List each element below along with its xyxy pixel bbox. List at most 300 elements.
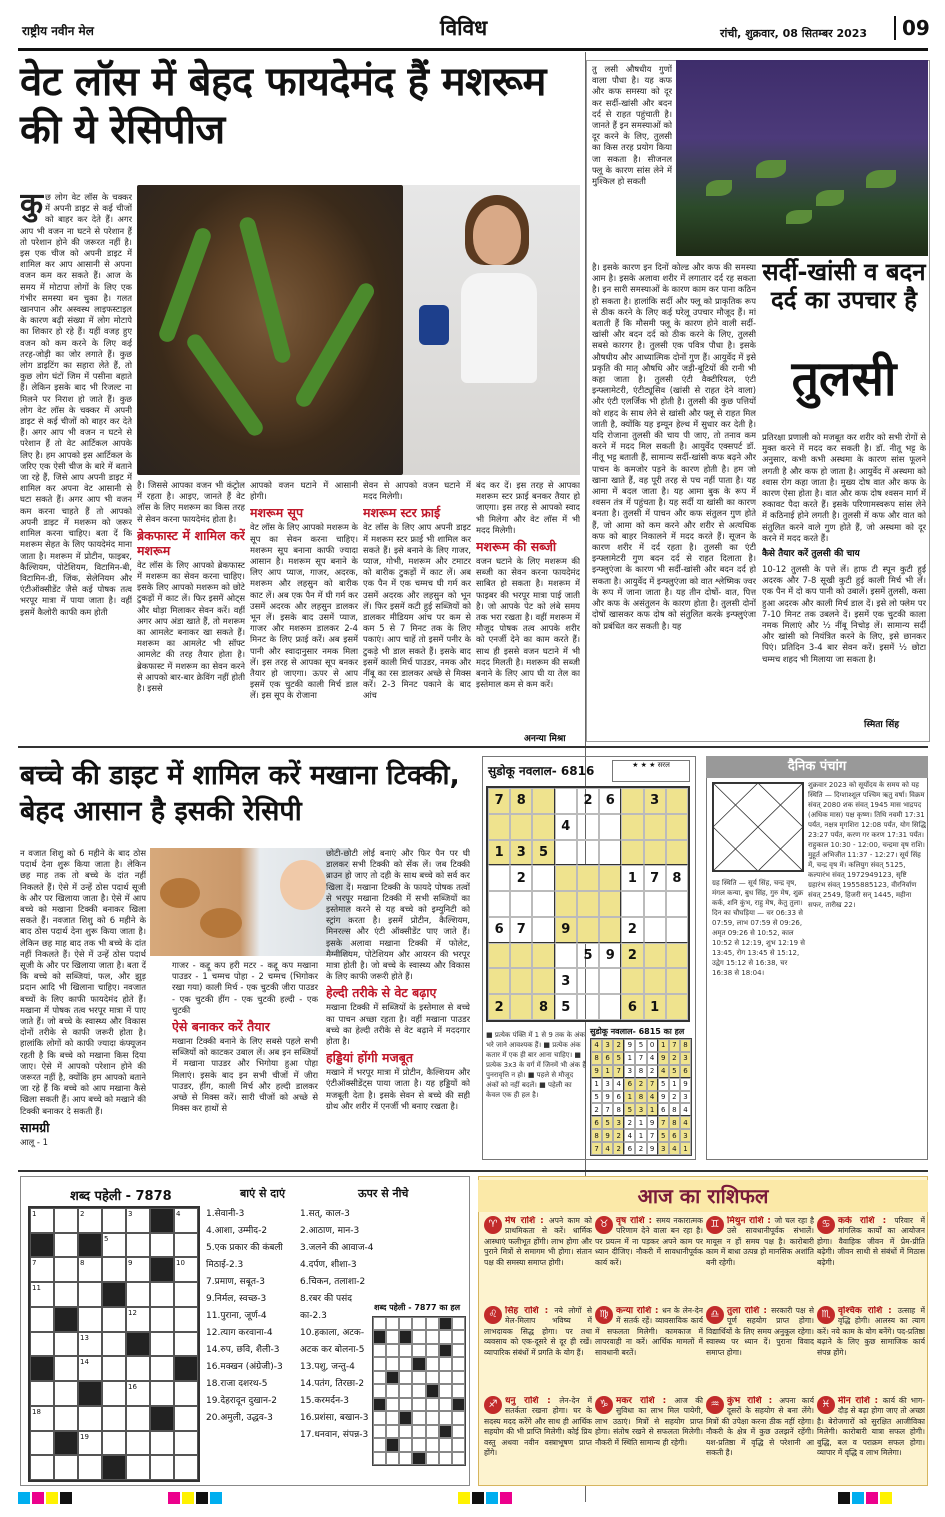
crossword-cell bbox=[102, 1356, 126, 1381]
zodiac-icon: ♑ bbox=[595, 1396, 613, 1414]
crossword-clue: 18.राजा दशरथ-5 bbox=[206, 1379, 268, 1389]
sudoku-cell: 9 bbox=[658, 1052, 669, 1065]
crossword-cell bbox=[399, 1411, 412, 1424]
crossword-cell bbox=[439, 1398, 452, 1411]
color-swatch bbox=[32, 1492, 44, 1504]
sudoku-cell: 0 bbox=[647, 1039, 658, 1052]
crossword-cell bbox=[412, 1317, 425, 1330]
sudoku-cell: 1 bbox=[624, 1091, 635, 1104]
color-swatch bbox=[196, 1492, 208, 1504]
sudoku-cell: 1 bbox=[621, 865, 643, 891]
zodiac-icon: ♍ bbox=[595, 1306, 613, 1324]
rashi-text: लेन-देन में सतर्कता रखना होगा। घर के सदस्य मदद करेंगे और साथ ही आर्थिक सहयोग की भी प्राप्ति मिलेगी। कोई प्रिय वस्तु अथवा नवीन वस्त्राभूषण प्राप्त होंगे। bbox=[484, 1396, 592, 1458]
crossword-cell bbox=[54, 1455, 78, 1480]
crossword-cell bbox=[126, 1282, 150, 1307]
sudoku-cell: 3 bbox=[644, 788, 666, 814]
sudoku-cell: 8 bbox=[635, 1091, 646, 1104]
mushroom-col-1: कुछ लोग वेट लॉस के चक्कर में अपनी डाइट से कई चीजों को बाहर कर देते हैं। अगर आप भी वजन ना घटने से परेशान हैं तो परेशान होने की जरूरत नहीं है। इस एक चीज को अपनी डाइट में शामिल कर आप आसानी से अपना वजन कम कर सकते हैं। आज के समय में मोटापा लोगों के लिए एक गंभीर समस्या बन चुका है। गलत खानपान और अस्वस्थ लाइफस्टाइल के कारण बढ़ी संख्या में लोग मोटापे का शिकार हो रहे हैं। यहीं वजह हुए वजन को कम करने के लिए कई तरह-जोड़ी का जोर लगाते हैं। कुछ लोग डाइटिंग का सहारा लेते हैं, तो कुछ लोग घंटों जिम में पसीना बहाते हैं। लेकिन इसके बाद भी रिजल्ट ना मिलने पर निराश हो जाते हैं। कुछ लोग वेट लॉस के चक्कर में अपनी डाइट से कई चीजों को बाहर कर देते हैं। अगर आप भी वजन न घटने से परेशान हैं तो वेट आर्टिकल आपके लिए है। हम आपको इस आर्टिकल के जरिए एक ऐसी चीज के बारे में बताने जा रहे हैं, जिसे आप अपनी डाइट में शामिल कर अपना वेट आसानी से घटा सकते हैं। अगर आप भी वजन कम करना चाहते हैं तो आपको अपनी डाइट में मशरूम को जरूर शामिल करना चाहिए। बता दें कि मशरूम सेहत के लिए फायदेमंद माना जाता है। मशरूम में प्रोटीन, फाइबर, कैल्शियम, पोटेशियम, विटामिन-बी, विटामिन-डी, जिंक, सेलेनियम और एंटीऑक्सीडेंट जैसे कई पोषक तत्व भरपूर मात्रा में पाया जाता है। वहीं इसमें कैलोरी काफी कम होती bbox=[20, 192, 132, 617]
crossword-cell bbox=[373, 1344, 386, 1357]
sudoku-cell: 7 bbox=[510, 917, 532, 943]
crossword-clue: 14.रुप, छवि, शैली-3 bbox=[206, 1345, 280, 1355]
sudoku-cell: 3 bbox=[635, 1103, 646, 1116]
crossword-cell bbox=[399, 1452, 412, 1465]
sudoku-cell bbox=[621, 840, 643, 866]
crossword-cell bbox=[386, 1425, 399, 1438]
rashi-name: मकर राशि : bbox=[616, 1396, 675, 1406]
sudoku-cell bbox=[532, 943, 554, 969]
rashi-name: सिंह राशि : bbox=[505, 1306, 555, 1316]
crossword-cell bbox=[102, 1406, 126, 1431]
crossword-cell bbox=[412, 1411, 425, 1424]
subhead-stir-fry: मशरूम स्टर फ्राई bbox=[363, 505, 441, 521]
crossword-cell bbox=[78, 1307, 102, 1332]
sudoku-cell bbox=[577, 994, 599, 1020]
sudoku-cell bbox=[599, 865, 621, 891]
crossword-cell bbox=[150, 1356, 174, 1381]
crossword-cell bbox=[452, 1357, 465, 1370]
sudoku-cell: 8 bbox=[635, 1065, 646, 1078]
makhana-col-2: गाजर - कद्दू कप हरी मटर - कद्दू कप मखाना पाउडर - 1 चम्मच पोहा - 2 चम्मच (भिगोकर रखा गया) काली मिर्च - एक चुटकी जीरा पाउडर - एक चुटकी हींग - एक चुटकी हल्दी - एक चुटकी ऐसे बनाकर करें तैयार मखाना टिक्की बनाने के लिए सबसे पहले सभी सब्जियों को काटकर उबाल लें। अब इन सब्जियों में मखाना पाउडर और भिगोया हुआ पोहा मिलाएं। इसके बाद इन सभी चीजों में जीरा पाउडर, हींग, काली मिर्च और हल्दी डालकर अच्छे से मिक्स करें। सारी चीजों को अच्छे से मिक्स कर हाथों से bbox=[172, 960, 318, 1114]
rashifal-title: आज का राशिफल bbox=[478, 1180, 928, 1212]
crossword-cell bbox=[426, 1317, 439, 1330]
crossword-cell bbox=[174, 1233, 198, 1258]
across-heading: बाएं से दाएं bbox=[240, 1187, 286, 1200]
sudoku-cell: 4 bbox=[591, 1039, 602, 1052]
rashi-text: अपना कार्य दूसरों के सहयोग से बना लेंगे। मित्रों की उपेक्षा करना ठीक नहीं रहेगा। नौकरी के क्षेत्र में कुछ उलझनें रहेंगी। यश-प्रतिष्ठा में वृद्धि से परेशानी आ सकती है। bbox=[706, 1396, 814, 1458]
rashi-text: सरकारी पक्ष से पूर्ण सहयोग प्राप्त होगा। विद्यार्थियों के लिए समय अनुकूल रहेगा। स्वास्थ्य पर ध्यान दें। पुराना विवाद समाप्त होगा। bbox=[706, 1306, 814, 1357]
crossword-cell bbox=[150, 1455, 174, 1480]
sudoku-cell: 4 bbox=[602, 1142, 613, 1155]
crossword-cell bbox=[174, 1282, 198, 1307]
sudoku-cell bbox=[555, 943, 577, 969]
sudoku-grid bbox=[486, 786, 690, 1022]
sudoku-cell: 3 bbox=[555, 968, 577, 994]
color-swatch bbox=[168, 1492, 180, 1504]
zodiac-icon: ♉ bbox=[595, 1216, 613, 1234]
sudoku-cell: 4 bbox=[680, 1103, 691, 1116]
sudoku-cell: 9 bbox=[647, 1116, 658, 1129]
sudoku-cell bbox=[599, 891, 621, 917]
sudoku-cell: 2 bbox=[613, 1142, 624, 1155]
zodiac-icon: ♈ bbox=[484, 1216, 502, 1234]
sudoku-cell: 3 bbox=[658, 1142, 669, 1155]
sudoku-cell: 6 bbox=[669, 1129, 680, 1142]
rashi-name: तुला राशि : bbox=[727, 1306, 772, 1316]
rashi-name: मेष राशि : bbox=[505, 1216, 549, 1226]
sudoku-cell bbox=[599, 994, 621, 1020]
crossword-clue: 10.हकाला, अटक-अटक कर बोलना-5 bbox=[300, 1328, 365, 1355]
crossword-cell bbox=[54, 1356, 78, 1381]
crossword-cell bbox=[174, 1381, 198, 1406]
page-number: 09 bbox=[894, 16, 930, 40]
crossword-cell bbox=[439, 1425, 452, 1438]
crossword-cell bbox=[174, 1406, 198, 1431]
crossword-clue: 20.अमुली, उद्धव-3 bbox=[206, 1413, 273, 1423]
sudoku-cell bbox=[577, 917, 599, 943]
sudoku-cell bbox=[510, 891, 532, 917]
crossword-cell bbox=[439, 1438, 452, 1451]
subhead-soup: मशरूम सूप bbox=[250, 505, 304, 521]
sudoku-cell: 1 bbox=[658, 1039, 669, 1052]
rashi-name: मिथुन राशि : bbox=[727, 1216, 775, 1226]
zodiac-icon: ♋ bbox=[817, 1216, 835, 1234]
sudoku-cell: 9 bbox=[599, 943, 621, 969]
sudoku-cell: 2 bbox=[577, 788, 599, 814]
crossword-cell bbox=[78, 1455, 102, 1480]
crossword-cell bbox=[150, 1257, 174, 1282]
sudoku-cell: 4 bbox=[680, 1116, 691, 1129]
crossword-cell bbox=[412, 1425, 425, 1438]
crossword-cell bbox=[439, 1357, 452, 1370]
mushroom-byline: अनन्या मिश्रा bbox=[520, 731, 566, 744]
rashi-item bbox=[595, 1216, 703, 1302]
color-swatch bbox=[500, 1492, 512, 1504]
sudoku-cell bbox=[666, 917, 688, 943]
crossword-cell bbox=[412, 1452, 425, 1465]
rashi-item bbox=[484, 1306, 592, 1392]
sudoku-cell: 5 bbox=[669, 1065, 680, 1078]
sudoku-cell bbox=[666, 943, 688, 969]
sudoku-cell bbox=[532, 814, 554, 840]
sudoku-cell bbox=[599, 968, 621, 994]
rashi-item bbox=[484, 1396, 592, 1482]
rashi-item bbox=[484, 1216, 592, 1302]
mushroom-col-3: आपको वजन घटाने में आसानी होगी। मशरूम सूप वेट लॉस के लिए आपको मशरूम के सूप का सेवन करना चाहिए। मशरूम सूप बनाना काफी ज्यादा आसान है। मशरूम सूप बनाने के लिए आप प्याज, गाजर, अदरक, मशरूम और लहसुन को बारीक काट लें। अब एक पैन में घी गर्म कर उसमें अदरक और लहसुन डालकर भून लें। इसके बाद उसमें प्याज, गाजर और मशरूम डालकर 2-4 मिनट के लिए फ्राई करें। अब इसमें पानी और स्वादानुसार नमक मिला लें। इस तरह से आपका सूप बनकर तैयार हो जाएगा। ऊपर से आप इसमें एक चुटकी काली मिर्च डाल लें। इस सूप के रोजाना bbox=[250, 480, 358, 701]
sudoku-cell: 1 bbox=[635, 1116, 646, 1129]
sudoku-cell bbox=[666, 968, 688, 994]
sudoku-cell: 9 bbox=[602, 1091, 613, 1104]
sudoku-cell: 6 bbox=[602, 1052, 613, 1065]
sudoku-cell bbox=[621, 891, 643, 917]
color-swatch bbox=[472, 1492, 484, 1504]
sudoku-cell: 6 bbox=[599, 788, 621, 814]
sudoku-cell: 2 bbox=[669, 1091, 680, 1104]
crossword-cell bbox=[150, 1282, 174, 1307]
rashi-item bbox=[706, 1216, 814, 1302]
crossword-cell bbox=[174, 1431, 198, 1456]
crossword-cell bbox=[399, 1344, 412, 1357]
color-swatch bbox=[866, 1492, 878, 1504]
crossword-clue: 3.जलने की आवाज-4 bbox=[300, 1243, 374, 1253]
crossword-clue: 16.प्रशंसा, बखान-3 bbox=[300, 1413, 369, 1423]
panchang-table: ग्रह स्थिति — सूर्य सिंह, चन्द्र वृष, मंगल कन्या, बुध सिंह, गुरु मेष, शुक्र कर्क, शनि कुंभ, राहु मेष, केतु तुला। दिन का चौघड़िया — चर 06:33 से 07:59, लाभ 07:59 से 09:26, अमृत 09:26 से 10:52, काल 10:52 से 12:19, शुभ 12:19 से 13:45, रोग 13:45 से 15:12, उद्वेग 15:12 से 16:38, चर 16:38 से 18:04। bbox=[712, 879, 806, 977]
color-swatch bbox=[880, 1492, 892, 1504]
crossword-cell bbox=[54, 1307, 78, 1332]
sudoku-cell: 2 bbox=[624, 1116, 635, 1129]
crossword-cell bbox=[439, 1317, 452, 1330]
crossword-cell bbox=[426, 1452, 439, 1465]
crossword-cell bbox=[386, 1357, 399, 1370]
subhead-method: ऐसे बनाकर करें तैयार bbox=[172, 1019, 270, 1035]
sudoku-cell: 7 bbox=[647, 1078, 658, 1091]
crossword-cell bbox=[412, 1398, 425, 1411]
crossword-clue: 17.धनवान, संपन्न-3 bbox=[300, 1430, 369, 1440]
tulsi-title: सर्दी-खांसी व बदन दर्द का उपचार है bbox=[762, 258, 926, 314]
crossword-cell: 16 bbox=[126, 1381, 150, 1406]
sudoku-cell bbox=[577, 968, 599, 994]
tulsi-byline: स्मिता सिंह bbox=[860, 717, 899, 730]
sudoku-cell bbox=[510, 943, 532, 969]
sudoku-legend: ★ ★ ★ सरल bbox=[612, 760, 690, 782]
rashi-item bbox=[595, 1396, 703, 1482]
sudoku-cell: 1 bbox=[602, 1065, 613, 1078]
sudoku-cell bbox=[577, 840, 599, 866]
crossword-cell bbox=[386, 1330, 399, 1343]
sudoku-cell bbox=[666, 814, 688, 840]
crossword-cell: 18 bbox=[30, 1406, 54, 1431]
crossword-cell: 10 bbox=[174, 1257, 198, 1282]
sudoku-cell: 8 bbox=[591, 1052, 602, 1065]
crossword-cell bbox=[412, 1330, 425, 1343]
tulsi-title-big: तुलसी bbox=[791, 351, 897, 407]
sudoku-cell bbox=[555, 865, 577, 891]
sudoku-cell: 2 bbox=[669, 1052, 680, 1065]
rashi-text: आज की सुविधा का लाभ मिल पायेगी, लाभ उठाएं। मित्रों से सहयोग प्राप्त होगा। संतोष रखने से सफलता मिलेगी। नौकरी में स्थिति सामान्य ही रहेगी। bbox=[595, 1396, 703, 1447]
crossword-clue: 19.देहरादून दुखान-2 bbox=[206, 1396, 277, 1406]
crossword-cell bbox=[102, 1381, 126, 1406]
subhead-weight: हेल्दी तरीके से वेट बढ़ाए bbox=[326, 985, 437, 1001]
sudoku-cell: 1 bbox=[635, 1129, 646, 1142]
makhana-headline: बच्चे की डाइट में शामिल करें मखाना टिक्की, बेहद आसान है इसकी रेसिपी bbox=[20, 760, 460, 827]
crossword-cell bbox=[452, 1371, 465, 1384]
sudoku-cell: 3 bbox=[680, 1052, 691, 1065]
crossword-cell bbox=[373, 1384, 386, 1397]
sudoku-cell: 2 bbox=[591, 1103, 602, 1116]
sudoku-cell: 7 bbox=[658, 1116, 669, 1129]
dateline: रांची, शुक्रवार, 08 सितम्बर 2023 bbox=[720, 27, 868, 40]
sudoku-cell bbox=[510, 994, 532, 1020]
color-swatch bbox=[46, 1492, 58, 1504]
crossword-clue: 9.निर्मल, स्वच्छ-3 bbox=[206, 1294, 267, 1304]
crossword-cell bbox=[30, 1233, 54, 1258]
sudoku-cell: 8 bbox=[510, 788, 532, 814]
sudoku-cell: 3 bbox=[613, 1116, 624, 1129]
rashi-item bbox=[817, 1216, 925, 1302]
sudoku-cell bbox=[644, 968, 666, 994]
crossword-cell bbox=[373, 1425, 386, 1438]
section-rule bbox=[18, 746, 928, 748]
crossword-cell bbox=[412, 1371, 425, 1384]
crossword-clue: 1.सेवानी-3 bbox=[206, 1209, 245, 1219]
sudoku-cell bbox=[577, 891, 599, 917]
sudoku-cell: 9 bbox=[624, 1039, 635, 1052]
sudoku-cell: 8 bbox=[669, 1103, 680, 1116]
crossword-cell bbox=[412, 1384, 425, 1397]
subhead-sabzi: मशरूम की सब्जी bbox=[476, 539, 557, 555]
crossword-cell bbox=[439, 1411, 452, 1424]
sudoku-cell: 2 bbox=[488, 994, 510, 1020]
sudoku-cell bbox=[644, 891, 666, 917]
sudoku-cell: 3 bbox=[680, 1091, 691, 1104]
crossword-cell: 19 bbox=[78, 1431, 102, 1456]
crossword-cell bbox=[373, 1317, 386, 1330]
crossword-cell bbox=[399, 1317, 412, 1330]
crossword-cell bbox=[386, 1344, 399, 1357]
crossword-cell bbox=[452, 1384, 465, 1397]
sudoku-cell bbox=[644, 943, 666, 969]
crossword-cell bbox=[452, 1438, 465, 1451]
crossword-cell: 12 bbox=[126, 1307, 150, 1332]
crossword-clue: 5.एक प्रकार की कंबली मिठाई-2.3 bbox=[206, 1243, 283, 1270]
crossword-clue: 2.आठाण, मान-3 bbox=[300, 1226, 360, 1236]
sudoku-cell bbox=[666, 994, 688, 1020]
crossword-cell bbox=[452, 1330, 465, 1343]
crossword-cell: 8 bbox=[78, 1257, 102, 1282]
crossword-cell bbox=[54, 1332, 78, 1357]
sudoku-cell bbox=[644, 840, 666, 866]
sudoku-cell bbox=[621, 968, 643, 994]
crossword-cell bbox=[399, 1330, 412, 1343]
kundali-chart bbox=[712, 782, 804, 872]
crossword-cell bbox=[126, 1431, 150, 1456]
crossword-cell bbox=[54, 1381, 78, 1406]
sudoku-cell: 2 bbox=[613, 1129, 624, 1142]
down-heading: ऊपर से नीचे bbox=[358, 1187, 409, 1200]
sudoku-cell: 8 bbox=[666, 865, 688, 891]
crossword-cell bbox=[399, 1438, 412, 1451]
crossword-cell bbox=[426, 1398, 439, 1411]
crossword-cell bbox=[126, 1233, 150, 1258]
rashi-item bbox=[817, 1396, 925, 1482]
crossword-cell bbox=[386, 1384, 399, 1397]
crossword-cell bbox=[452, 1425, 465, 1438]
rashi-text: जो चल रहा है उसे सावधानीपूर्वक संभालें। मायूस न हों समय पक्ष है। कारोबारी काम में बाधा उत्पन्न हो मानसिक अशांति बनी रहेगी। bbox=[706, 1216, 814, 1267]
sudoku-cell: 5 bbox=[658, 1129, 669, 1142]
crossword-cell bbox=[426, 1344, 439, 1357]
sudoku-cell: 7 bbox=[669, 1039, 680, 1052]
mushroom-col-5: बंद कर दें। इस तरह से आपका मशरूम स्टर फ्राई बनकर तैयार हो जाएगा। इस तरह से आपको स्वाद भी मिलेगा और वेट लॉस में भी मदद मिलेगी। मशरूम की सब्जी वजन घटाने के लिए मशरूम की सब्जी का सेवन करना फायदेमंद साबित हो सकता है। मशरूम में फाइबर की भरपूर मात्रा पाई जाती है। जो आपके पेट को लंबे समय तक भरा रखता है। वहीं मशरूम में मौजूद पोषक तत्व आपके शरीर को एनर्जी देने का काम करते हैं। साथ ही इससे वजन घटाने में भी मदद मिलती है। मशरूम की सब्जी बनाने के लिए आप घी या तेल का इस्तेमाल कम से कम करें। bbox=[476, 480, 580, 690]
crossword-solution-grid bbox=[372, 1316, 466, 1466]
sudoku-cell: 8 bbox=[680, 1039, 691, 1052]
color-swatch bbox=[210, 1492, 222, 1504]
crossword-cell bbox=[439, 1452, 452, 1465]
subhead-breakfast: ब्रेकफास्ट में शामिल करें मशरूम bbox=[137, 527, 245, 558]
crossword-cell bbox=[399, 1398, 412, 1411]
color-swatch bbox=[486, 1492, 498, 1504]
sudoku-cell bbox=[644, 814, 666, 840]
sudoku-cell: 2 bbox=[510, 865, 532, 891]
sudoku-cell: 9 bbox=[680, 1078, 691, 1091]
sudoku-cell bbox=[532, 968, 554, 994]
crossword-cell bbox=[54, 1208, 78, 1233]
fitness-woman-photo bbox=[403, 185, 580, 475]
crossword-cell bbox=[373, 1398, 386, 1411]
crossword-grid bbox=[28, 1206, 200, 1482]
crossword-cell bbox=[452, 1452, 465, 1465]
page-header bbox=[0, 0, 945, 52]
sudoku-cell bbox=[532, 917, 554, 943]
sudoku-cell: 5 bbox=[602, 1116, 613, 1129]
sudoku-cell bbox=[599, 814, 621, 840]
color-swatch bbox=[458, 1492, 470, 1504]
section-rule-2 bbox=[18, 1170, 928, 1172]
sudoku-cell: 5 bbox=[635, 1039, 646, 1052]
sudoku-cell bbox=[644, 917, 666, 943]
crossword-cell bbox=[78, 1406, 102, 1431]
crossword-cell bbox=[78, 1381, 102, 1406]
crossword-cell bbox=[452, 1411, 465, 1424]
crossword-cell bbox=[102, 1282, 126, 1307]
rashi-name: कुंभ राशि : bbox=[727, 1396, 780, 1406]
masthead: राष्ट्रीय नवीन मेल bbox=[22, 24, 94, 38]
crossword-cell bbox=[426, 1411, 439, 1424]
crossword-clue: 7.प्रमाण, सबूत-3 bbox=[206, 1277, 265, 1287]
rashi-name: वृश्चिक राशि : bbox=[838, 1306, 898, 1316]
crossword-cell bbox=[386, 1317, 399, 1330]
makhana-baby-photo bbox=[150, 848, 350, 956]
crossword-cell bbox=[174, 1307, 198, 1332]
crossword-clue: 1.सत्, काल-3 bbox=[300, 1209, 350, 1219]
color-swatch bbox=[182, 1492, 194, 1504]
crossword-cell bbox=[78, 1282, 102, 1307]
crossword-cell: 13 bbox=[78, 1332, 102, 1357]
sudoku-cell bbox=[577, 814, 599, 840]
crossword-cell bbox=[30, 1381, 54, 1406]
rashi-name: धनु राशि : bbox=[505, 1396, 560, 1406]
rashi-text: उत्साह में वृद्धि होगी। आलस्य का त्याग करें। नये काम के योग बनेंगे। पद-प्रतिष्ठा बढ़ाने के लिए कुछ सामाजिक कार्य संपन्न होंगे। bbox=[817, 1306, 925, 1357]
sudoku-cell bbox=[488, 943, 510, 969]
crossword-cell bbox=[126, 1332, 150, 1357]
sudoku-cell: 4 bbox=[669, 1142, 680, 1155]
sudoku-cell: 1 bbox=[644, 994, 666, 1020]
crossword-cell bbox=[399, 1371, 412, 1384]
zodiac-icon: ♓ bbox=[817, 1396, 835, 1414]
zodiac-icon: ♊ bbox=[706, 1216, 724, 1234]
sudoku-cell bbox=[621, 814, 643, 840]
sudoku-cell: 1 bbox=[680, 1142, 691, 1155]
crossword-cell bbox=[426, 1371, 439, 1384]
sudoku-cell: 8 bbox=[591, 1129, 602, 1142]
sudoku-cell: 6 bbox=[591, 1116, 602, 1129]
panchang-title: दैनिक पंचांग bbox=[706, 756, 928, 778]
subhead-ingredients: सामग्री bbox=[20, 1119, 50, 1135]
crossword-cell bbox=[30, 1356, 54, 1381]
crossword-cell: 3 bbox=[126, 1208, 150, 1233]
crossword-cell bbox=[102, 1307, 126, 1332]
sudoku-cell bbox=[488, 865, 510, 891]
sudoku-cell: 6 bbox=[658, 1103, 669, 1116]
sudoku-cell: 5 bbox=[624, 1103, 635, 1116]
crossword-cell bbox=[126, 1406, 150, 1431]
sudoku-cell: 5 bbox=[532, 840, 554, 866]
tulsi-col-1b: है। इसके कारण इन दिनों कोल्ड और कफ की समस्या आम है। इसके अलावा शरीर में लगातार दर्द रह सकता है। इन सारी समस्याओं के कारण काम कर पाना कठिन हो सकता है। हालांकि सर्दी और फ्लू को प्राकृतिक रूप से ठीक करने के लिए कई घरेलू उपचार मौजूद हैं। मां बताती हैं कि मौसमी फ्लू के कारण होने वाली सर्दी-खांसी और बदन दर्द को ठीक करने के लिए, तुलसी सबसे कारगर है। तुलसी एक पवित्र पौधा है। इसके औषधीय और आध्यात्मिक दोनों गुण हैं। आयुर्वेद में इसे प्रकृति की मातृ औषधि और जड़ी-बूटियों की रानी भी कहा जाता है। तुलसी एंटी वैक्टीरियल, एंटी इन्फ्लामेटरी, एंटीट्यूसिव (खांसी से राहत देने वाला) और एंटी एलर्जिक भी होती है। तुलसी की कुछ पत्तियों को शहद के साथ लेने से खांसी और फ्लू से राहत मिल जाती है, क्योंकि यह इम्यून हेल्थ में सुधार कर देती है। यदि रोजाना तुलसी की चाय पी जाए, तो तनाव कम करने में मदद मिल सकती है। आयुर्वेद एक्सपर्ट डॉ. नीतू भट्ट बताती हैं, सामान्य सर्दी-खांसी कफ बढ़ने और पाचन के कमजोर पड़ने के कारण होती है। हम जो खाना खाते हैं, वह पूरी तरह से पच नहीं पाता है। यह आमा में बदल जाता है। यह आमा बुक के रूप में श्वसन तंत्र में पहुंचता है। यह सर्दी या खांसी का कारण बनता है। तुलसी में पाचन और कफ संतुलन गुण होते हैं, जो आमा को कम करने और शरीर से अत्यधिक कफ को बाहर निकालने में मदद करते हैं। सूजन के कारण शरीर में दर्द रहता है। तुलसी का एंटी इन्फ्लामेटरी गुण बदन दर्द से राहत दिलाता है। इन्फ्लुएंजा के कारण भी सर्दी-खांसी और बदन दर्द हो सकता है। आयुर्वेद में इन्फ्लुएंजा को वात श्लेष्मिक ज्वर के रूप में जाना जाता है। यह तीन दोषों- वात, पित्त और कफ के असंतुलन के कारण होता है। तुलसी दोनों दोषों खासकर कफ दोष को संतुलित करके इन्फ्लुएंजा को प्रबंधित कर सकती है। यह bbox=[592, 262, 756, 631]
color-swatch bbox=[60, 1492, 72, 1504]
crossword-clue: 6.चिकन, तलाशा-2 bbox=[300, 1277, 366, 1287]
crossword-clue: 14.पतंग, तिरछा-2 bbox=[300, 1379, 365, 1389]
mushroom-col-2: है। जिससे आपका वजन भी कंट्रोल में रहता है। आइए, जानते हैं वेट लॉस के लिए मशरूम का किस तरह से सेवन करना फायदेमंद होता है। ब्रेकफास्ट में शामिल करें मशरूम वेट लॉस के लिए आपको ब्रेकफास्ट में मशरूम का सेवन करना चाहिए। इसके लिए आपको मशरूम को छोटे टुकड़ों में काट लें। फिर इसमें ओट्स और थोड़ा मिलाकर सेवन करें। वहीं अगर आप अंडा खाते हैं, तो मशरूम का आमलेट बनाकर खा सकते हैं। मशरूम का आमलेट भी सॉफ्ट आमलेट की तरह तैयार होता है। ब्रेकफास्ट में मशरूम का सेवन करने से आपको बार-बार क्रेविंग नहीं होती है। इससे bbox=[137, 480, 245, 694]
crossword-cell bbox=[373, 1438, 386, 1451]
crossword-cell bbox=[150, 1381, 174, 1406]
sudoku-cell bbox=[666, 788, 688, 814]
rashi-name: मीन राशि : bbox=[838, 1396, 883, 1406]
crossword-clue: 15.करमर्दन-3 bbox=[300, 1396, 350, 1406]
crossword-cell bbox=[426, 1357, 439, 1370]
rashi-name: कन्या राशि : bbox=[616, 1306, 663, 1316]
crossword-cell bbox=[30, 1431, 54, 1456]
sudoku-cell: 8 bbox=[532, 994, 554, 1020]
sudoku-cell: 8 bbox=[613, 1103, 624, 1116]
sudoku-cell bbox=[532, 788, 554, 814]
sudoku-cell: 3 bbox=[510, 840, 532, 866]
crossword-cell bbox=[439, 1344, 452, 1357]
sudoku-cell bbox=[555, 840, 577, 866]
crossword-clue: 11.पुराना, जूर्ण-4 bbox=[206, 1311, 267, 1321]
crossword-cell bbox=[102, 1332, 126, 1357]
crossword-cell bbox=[54, 1233, 78, 1258]
tulsi-plant-photo bbox=[676, 60, 928, 256]
panchang-details: शुक्रवार 2023 को सूर्योदय के समय को यह स्थिति — दिग्शाश्शूल पश्चिम ऋतु वर्षा। विक्रम संवत् 2080 शक संवत् 1945 मास भाद्रपद (अधिक मास) पक्ष कृष्ण। तिथि नवमी 17:31 पर्यंत, नक्षत्र मृगशिरा 12:08 पर्यंत, योग सिद्धि 23:27 पर्यंत, करण गर करण 17:31 पर्यंत। राहुकाल 10:30 - 12:00, चन्द्रमा वृष राशि। मुहूर्त अभिजीत 11:37 - 12:27। सूर्य सिंह में, चन्द्र वृष में। कलियुग संवत् 5125, कल्पारंभ संवत् 1972949123, सृष्टि ग्रहारंभ संवत् 1955885123, वीरनिर्वाण संवत् 2549, हिजरी सन् 1445, महीना सफर, तारीख 22। bbox=[808, 781, 926, 909]
sudoku-cell: 1 bbox=[591, 1078, 602, 1091]
